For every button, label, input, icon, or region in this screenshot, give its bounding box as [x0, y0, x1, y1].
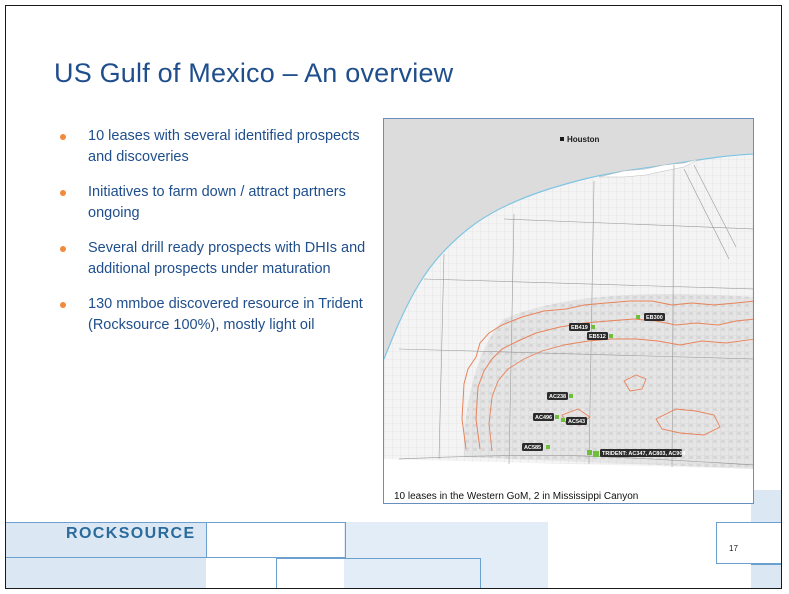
footer-decoration-outline-b: [206, 522, 346, 558]
bullet-list: [58, 126, 368, 350]
bullet-item: [58, 126, 368, 168]
svg-text:EB419: EB419: [571, 325, 588, 331]
bullet-dot-icon: [60, 134, 66, 140]
bullet-item: [58, 182, 368, 224]
bullet-dot-icon: [60, 246, 66, 252]
bullet-text: 10 leases with several identified prospects and discoveries: [88, 128, 360, 165]
footer-decoration-outline-d: [716, 522, 782, 564]
lease-tag-trident: [587, 449, 686, 457]
bullet-text: Several drill ready prospects with DHIs and additional prospects under maturation: [88, 240, 366, 277]
slide-title: US Gulf of Mexico – An overview: [54, 58, 454, 88]
houston-marker-icon: [560, 137, 564, 141]
deepwater-area: [464, 294, 754, 469]
gulf-map: [383, 118, 754, 504]
footer-decoration-outline-e: [751, 564, 782, 589]
svg-text:EB300: EB300: [646, 315, 663, 321]
page-number: 17: [729, 544, 738, 553]
bullet-dot-icon: [60, 302, 66, 308]
bullet-item: [58, 294, 368, 336]
svg-text:EB512: EB512: [589, 334, 606, 340]
slide: [5, 5, 782, 589]
city-label-houston: Houston: [567, 135, 600, 144]
gulf-map-graphic: [384, 119, 754, 504]
bullet-item: [58, 238, 368, 280]
map-caption: 10 leases in the Western GoM, 2 in Mississippi Canyon: [394, 491, 639, 502]
rocksource-logo: ROCKSOURCE: [66, 525, 196, 542]
svg-text:AC496: AC496: [535, 415, 553, 421]
svg-text:TRIDENT: AC347, AC803, AC904: TRIDENT: AC347, AC803, AC904: [602, 451, 686, 457]
bullet-text: 130 mmboe discovered resource in Trident (Rocksource 100%), mostly light oil: [88, 296, 363, 333]
svg-text:AC543: AC543: [568, 419, 586, 425]
svg-text:AC238: AC238: [549, 394, 567, 400]
footer-decoration-outline-c: [276, 558, 481, 589]
bullet-text: Initiatives to farm down / attract partners ongoing: [88, 184, 346, 221]
bullet-dot-icon: [60, 190, 66, 196]
svg-text:AC585: AC585: [524, 445, 542, 451]
